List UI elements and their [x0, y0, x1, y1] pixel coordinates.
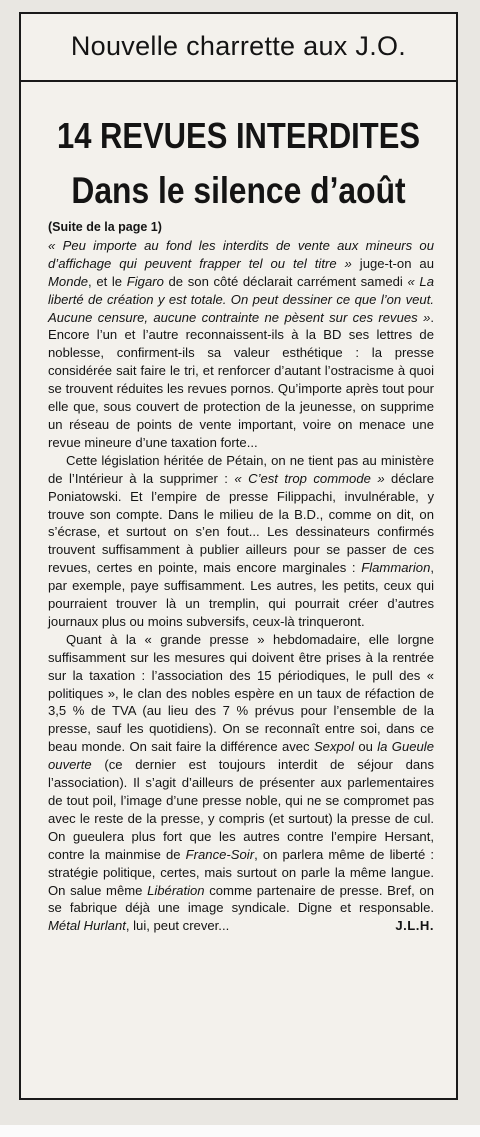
- text-run: (ce dernier est toujours interdit de séjour dans l’association). Il s’agit d’ailleurs de présenter aux parlementaires de tout poil, l’image d’une presse noble, qui ne se compromet pas avec le reste de la presse, y compris (et surtout) la presse de cul. On gueulera plus fort que les autres contre l’empire Hersant, contre la mainmise de: [48, 757, 434, 862]
- page-bottom-edge: [0, 1125, 480, 1137]
- italic-text-run: Figaro: [126, 273, 164, 289]
- text-run: Cette législation héritée de Pétain, on ne tient pas au ministère de l’Intérieur à la supprimer :: [48, 452, 434, 486]
- text-run: , lui, peut crever...: [125, 918, 230, 934]
- paragraph-3: [48, 631, 434, 935]
- italic-text-run: Libération: [147, 882, 205, 898]
- paragraph-1: [48, 237, 434, 452]
- italic-text-run: Métal Hurlant: [48, 918, 126, 934]
- author-signature: J.L.H.: [395, 918, 434, 934]
- article-frame: [19, 12, 458, 1100]
- italic-text-run: Monde: [48, 273, 89, 289]
- text-run: . Encore l’un et l’autre reconnaissent-ils à la BD ses lettres de noblesse, confirment-ils sa valeur esthétique : la presse considérée sait faire le tri, et renforcer d’autant l’ostracisme à quoi se trouvent réduites les revues pornos. Qu’importe après tout pour elle que, sous couvert de protection de la jeunesse, on supprime un réseau de points de vente important, voire on menace une revue mineure d’une taxation forte...: [48, 309, 434, 450]
- italic-text-run: « La liberté de création y est totale. On peut dessiner ce que l’on veut. Aucune censure, aucune contrainte ne pèsent sur ces revues »: [48, 273, 434, 325]
- article-body: [48, 219, 434, 935]
- text-run: juge-t-on au: [351, 255, 434, 271]
- italic-text-run: Sexpol: [313, 739, 354, 755]
- text-run: comme partenaire de presse. Bref, on se fabrique déjà une image syndicale. Digne et responsable.: [48, 882, 434, 916]
- italic-text-run: la Gueule ouverte: [48, 739, 434, 773]
- kicker-title: Nouvelle charrette aux J.O.: [70, 31, 407, 61]
- text-run: déclare Poniatowski. Et l’empire de presse Filippachi, invulnérable, y trouve son compte. Dans le milieu de la B.D., comme on dit, on s’écrase, et surtout on s’en fout... Les dessinateurs confirmés trouvent suffisamment à publier ailleurs pour se passer de ces revues, certes en pointe, mais encore marginales :: [48, 470, 434, 576]
- text-run: , et le: [88, 273, 127, 289]
- header-divider: [21, 80, 456, 82]
- italic-text-run: France-Soir: [185, 846, 255, 862]
- italic-text-run: Flammarion: [361, 560, 431, 576]
- text-run: Quant à la « grande presse » hebdomadaire, elle lorgne suffisamment sur les mesures qui doivent être prises à la rentrée sur la taxation : l’association des 15 périodiques, le pull des « politiques », le clan des nobles espère en un taux de réfaction de 3,5 % de TVA (au lieu des 7 % prévus pour l’ensemble de la presse, sauf les quotidiens). On se reconnaît entre soi, dans ce beau monde. On sait faire la différence avec: [48, 631, 434, 755]
- italic-text-run: « C’est trop commode »: [234, 470, 385, 486]
- italic-text-run: « Peu importe au fond les interdits de vente aux mineurs ou d’affichage qui peuvent frapper tel ou tel titre »: [48, 237, 434, 271]
- text-run: , par exemple, paye suffisamment. Les autres, les petits, ceux qui pourraient trouver là un tremplin, qui pourrait créer d’autres journaux plus ou moins subversifs, ceux-là trinqueront.: [48, 560, 434, 629]
- paragraph-2: [48, 452, 434, 631]
- headline-line-1: 14 REVUES INTERDITES: [56, 115, 421, 156]
- text-run: de son côté déclarait carrément samedi: [163, 273, 408, 289]
- source-note: (Suite de la page 1): [48, 220, 162, 234]
- text-run: , on parlera même de liberté : stratégie politique, certes, mais surtout on parle la même langue. On salue même: [48, 846, 434, 898]
- text-run: ou: [353, 739, 378, 755]
- headline-line-2: Dans le silence d’août: [71, 170, 406, 211]
